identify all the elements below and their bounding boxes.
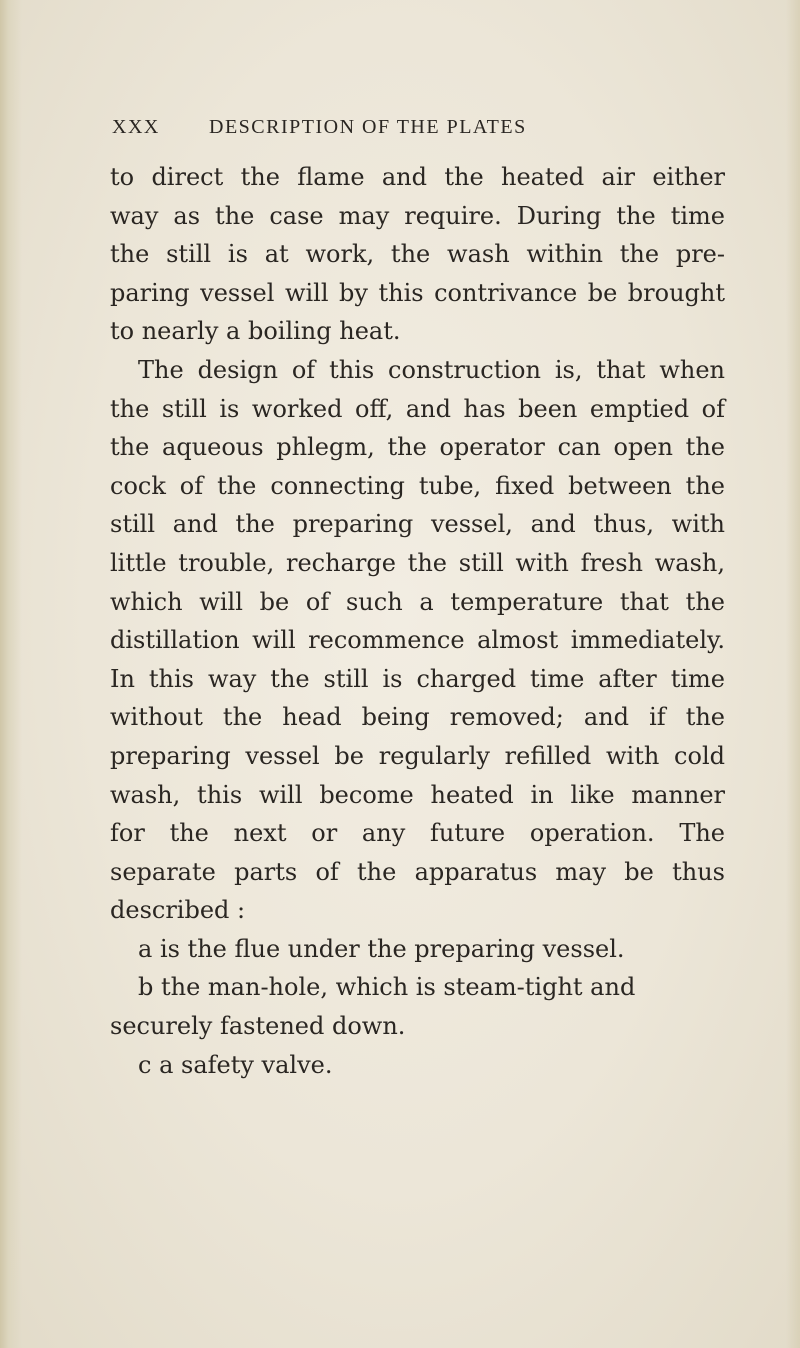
text-line: preparing vessel be regularly refilled with cold	[110, 741, 725, 770]
text-line: The design of this construction is, that when	[138, 355, 725, 384]
text-line: described :	[110, 896, 246, 925]
text-line: In this way the still is charged time after time	[110, 664, 725, 693]
text-line: the still is at work, the wash within the pre-	[110, 240, 725, 269]
text-line: separate parts of the apparatus may be thus	[110, 857, 725, 886]
text-line: the still is worked off, and has been emptied of	[110, 394, 725, 423]
legend-item-continuation: securely fastened down.	[110, 1012, 406, 1041]
text-line: little trouble, recharge the still with fresh wash,	[110, 548, 725, 577]
text-line: which will be of such a temperature that the	[110, 587, 725, 616]
text-line: cock of the connecting tube, fixed between the	[110, 471, 725, 500]
legend-item: a is the flue under the preparing vessel.	[138, 934, 625, 963]
text-line: paring vessel will by this contrivance be brought	[110, 278, 725, 307]
running-head: DESCRIPTION OF THE PLATES	[209, 116, 527, 138]
text-line: for the next or any future operation. The	[110, 819, 725, 848]
page-edge-shadow	[786, 0, 800, 1348]
text-line: the aqueous phlegm, the operator can open the	[110, 433, 725, 462]
text-line: to nearly a boiling heat.	[110, 317, 401, 346]
legend-item: b the man-hole, which is steam-tight and	[138, 973, 636, 1002]
page-header	[112, 116, 712, 144]
page-gutter-shadow	[0, 0, 22, 1348]
text-line: to direct the flame and the heated air either	[110, 163, 725, 191]
text-line: still and the preparing vessel, and thus, with	[110, 510, 725, 539]
body-text	[110, 158, 725, 1084]
legend-item: c a safety valve.	[138, 1050, 333, 1079]
text-line: way as the case may require. During the time	[110, 201, 725, 230]
page-number: XXX	[112, 116, 160, 138]
text-line: wash, this will become heated in like manner	[110, 780, 725, 809]
text-line: without the head being removed; and if the	[110, 703, 725, 732]
text-line: distillation will recommence almost immediately.	[110, 626, 725, 655]
